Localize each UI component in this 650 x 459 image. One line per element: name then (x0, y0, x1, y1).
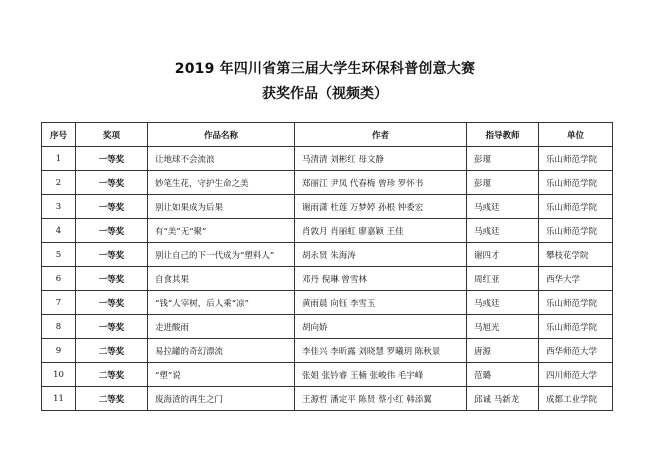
cell-advisor: 周红亚 (467, 267, 539, 291)
table-row (42, 171, 613, 195)
cell-index: 4 (42, 219, 76, 243)
cell-institution: 乐山师范学院 (539, 171, 613, 195)
cell-advisor: 彭瑾 (467, 171, 539, 195)
cell-award: 一等奖 (76, 195, 148, 219)
cell-award: 一等奖 (76, 219, 148, 243)
cell-authors: 马清清 刘彬红 母文静 (295, 147, 467, 171)
cell-institution: 乐山师范学院 (539, 147, 613, 171)
cell-authors: 胡向娇 (295, 315, 467, 339)
cell-authors: 黄雨晨 向钰 李雪玉 (295, 291, 467, 315)
cell-advisor: 马彧廷 (467, 219, 539, 243)
cell-award: 二等奖 (76, 387, 148, 411)
cell-award: 一等奖 (76, 147, 148, 171)
cell-award: 一等奖 (76, 171, 148, 195)
cell-work-title: 易拉罐的奇幻漂流 (148, 339, 295, 363)
cell-index: 1 (42, 147, 76, 171)
table-header-row (42, 123, 613, 147)
cell-authors: 胡永贤 朱海涛 (295, 243, 467, 267)
cell-authors: 李佳兴 李昕露 刘晓慧 罗曦玥 陈秋景 (295, 339, 467, 363)
cell-institution: 四川师范大学 (539, 363, 613, 387)
table-row (42, 339, 613, 363)
cell-advisor: 马旭光 (467, 315, 539, 339)
cell-work-title: 别让自己的下一代成为“塑料人” (148, 243, 295, 267)
cell-index: 11 (42, 387, 76, 411)
cell-award: 一等奖 (76, 315, 148, 339)
header-award: 奖项 (76, 123, 148, 147)
cell-work-title: “塑”说 (148, 363, 295, 387)
cell-advisor: 彭瑾 (467, 147, 539, 171)
cell-award: 二等奖 (76, 339, 148, 363)
cell-work-title: 有“美”无“聚” (148, 219, 295, 243)
cell-index: 7 (42, 291, 76, 315)
cell-authors: 肖敦月 肖丽虹 廖嘉颖 王佳 (295, 219, 467, 243)
table-row (42, 267, 613, 291)
table-row (42, 387, 613, 411)
cell-index: 10 (42, 363, 76, 387)
cell-advisor: 唐源 (467, 339, 539, 363)
table-row (42, 291, 613, 315)
header-index: 序号 (42, 123, 76, 147)
cell-institution: 乐山师范学院 (539, 315, 613, 339)
cell-authors: 邓丹 倪琳 曾雪林 (295, 267, 467, 291)
cell-award: 一等奖 (76, 291, 148, 315)
header-authors: 作者 (295, 123, 467, 147)
cell-institution: 乐山师范学院 (539, 219, 613, 243)
cell-institution: 乐山师范学院 (539, 195, 613, 219)
cell-advisor: 邱诚 马新龙 (467, 387, 539, 411)
cell-index: 2 (42, 171, 76, 195)
cell-advisor: 范璐 (467, 363, 539, 387)
cell-authors: 王源哲 潘定平 陈贤 蔡小红 韩添翼 (295, 387, 467, 411)
cell-authors: 张姐 张钤睿 王楠 张峻伟 毛宇峰 (295, 363, 467, 387)
cell-institution: 成都工业学院 (539, 387, 613, 411)
cell-index: 8 (42, 315, 76, 339)
table-row (42, 243, 613, 267)
cell-work-title: 妙笔生花，守护生命之美 (148, 171, 295, 195)
cell-advisor: 马彧廷 (467, 291, 539, 315)
cell-award: 一等奖 (76, 243, 148, 267)
table-row (42, 363, 613, 387)
table-row (42, 147, 613, 171)
header-work-title: 作品名称 (148, 123, 295, 147)
cell-work-title: 自食其果 (148, 267, 295, 291)
cell-institution: 西华师范大学 (539, 339, 613, 363)
cell-work-title: 别让如果成为后果 (148, 195, 295, 219)
cell-work-title: “钱”人宰树，后人乘“凉” (148, 291, 295, 315)
cell-work-title: 走进酸雨 (148, 315, 295, 339)
table-row (42, 315, 613, 339)
cell-index: 3 (42, 195, 76, 219)
header-institution: 单位 (539, 123, 613, 147)
cell-work-title: 废海渣的再生之门 (148, 387, 295, 411)
cell-index: 5 (42, 243, 76, 267)
cell-index: 9 (42, 339, 76, 363)
cell-authors: 谢雨潇 杜莲 万梦婷 孙根 钟委宏 (295, 195, 467, 219)
page-title: 2019 年四川省第三届大学生环保科普创意大赛 (174, 61, 476, 77)
cell-award: 二等奖 (76, 363, 148, 387)
cell-advisor: 马彧廷 (467, 195, 539, 219)
cell-institution: 攀枝花学院 (539, 243, 613, 267)
cell-index: 6 (42, 267, 76, 291)
cell-institution: 乐山师范学院 (539, 291, 613, 315)
cell-award: 一等奖 (76, 267, 148, 291)
cell-authors: 郑丽江 尹凤 代春梅 曾珍 罗怀书 (295, 171, 467, 195)
header-advisor: 指导教师 (467, 123, 539, 147)
cell-institution: 西华大学 (539, 267, 613, 291)
page-subtitle: 获奖作品（视频类） (262, 86, 388, 102)
cell-work-title: 让地球不会流浪 (148, 147, 295, 171)
table-row (42, 195, 613, 219)
awards-table (41, 122, 613, 411)
table-row (42, 219, 613, 243)
cell-advisor: 谢四才 (467, 243, 539, 267)
